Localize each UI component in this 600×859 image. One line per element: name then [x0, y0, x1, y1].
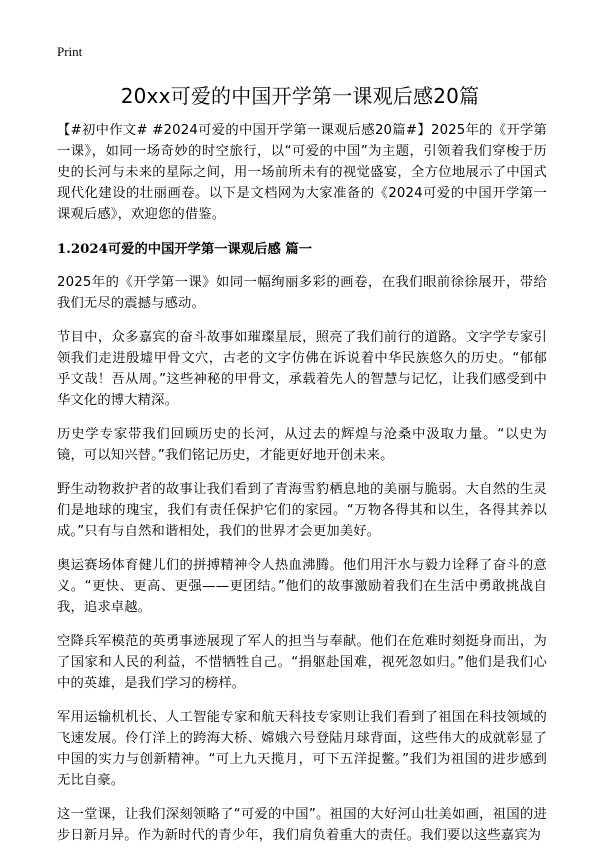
paragraph: 这一堂课，让我们深刻领略了“可爱的中国”。祖国的大好河山壮美如画，祖国的进步日新月异。作为新时代的青少年，我们肩负着重大的责任。我们要以这些嘉宾为 — [57, 807, 547, 843]
intro-paragraph: 【#初中作文# #2024可爱的中国开学第一课观后感20篇#】2025年的《开学第一课》，如同一场奇妙的时空旅行，以“可爱的中国”为主题，引领着我们穿梭于历史的长河与未来的星际之间，用一场前所未有的视觉盛宴，全方位地展示了中国式现代化建设的壮丽画卷。以下是文档网为大家准备的《2024可爱的中国开学第一课观后感》，欢迎您的借鉴。 — [57, 123, 547, 222]
paragraph: 奥运赛场体育健儿们的拼搏精神令人热血沸腾。他们用汗水与毅力诠释了奋斗的意义。“更快、更高、更强——更团结。”他们的故事激励着我们在生活中勇敢挑战自我，追求卓越。 — [57, 558, 547, 615]
paragraph: 空降兵军模范的英勇事迹展现了军人的担当与奉献。他们在危难时刻挺身而出，为了国家和人民的利益，不惜牺牲自己。“捐躯赴国难，视死忽如归。”他们是我们心中的英雄，是我们学习的榜样。 — [57, 634, 547, 691]
paragraph: 2025年的《开学第一课》如同一幅绚丽多彩的画卷，在我们眼前徐徐展开，带给我们无尽的震撼与感动。 — [57, 275, 547, 311]
paragraph: 节目中，众多嘉宾的奋斗故事如璀璨星辰，照亮了我们前行的道路。文字学专家引领我们走进殷墟甲骨文穴，古老的文字仿佛在诉说着中华民族悠久的历史。“郁郁乎文哉！吾从周。”这些神秘的甲骨文，承载着先人的智慧与记忆，让我们感受到中华文化的博大精深。 — [57, 330, 547, 408]
print-link[interactable]: Print — [57, 44, 83, 59]
section-heading: 1.2024可爱的中国开学第一课观后感 篇一 — [57, 242, 312, 257]
paragraph: 历史学专家带我们回顾历史的长河，从过去的辉煌与沧桑中汲取力量。“以史为镜，可以知兴替。”我们铭记历史，才能更好地开创未来。 — [57, 427, 547, 463]
paragraph: 军用运输机机长、人工智能专家和航天科技专家则让我们看到了祖国在科技领域的飞速发展。伶仃洋上的跨海大桥、嫦娥六号登陆月球背面，这些伟大的成就彰显了中国的实力与创新精神。“可上九天揽月，可下五洋捉鳖。”我们为祖国的进步感到无比自豪。 — [57, 710, 547, 788]
article-body — [57, 120, 547, 859]
paragraph: 野生动物救护者的故事让我们看到了青海雪豹栖息地的美丽与脆弱。大自然的生灵们是地球的瑰宝，我们有责任保护它们的家园。“万物各得其和以生，各得其养以成。”只有与自然和谐相处，我们的世界才会更加美好。 — [57, 482, 547, 539]
page-title: 20xx可爱的中国开学第一课观后感20篇 — [120, 84, 480, 108]
